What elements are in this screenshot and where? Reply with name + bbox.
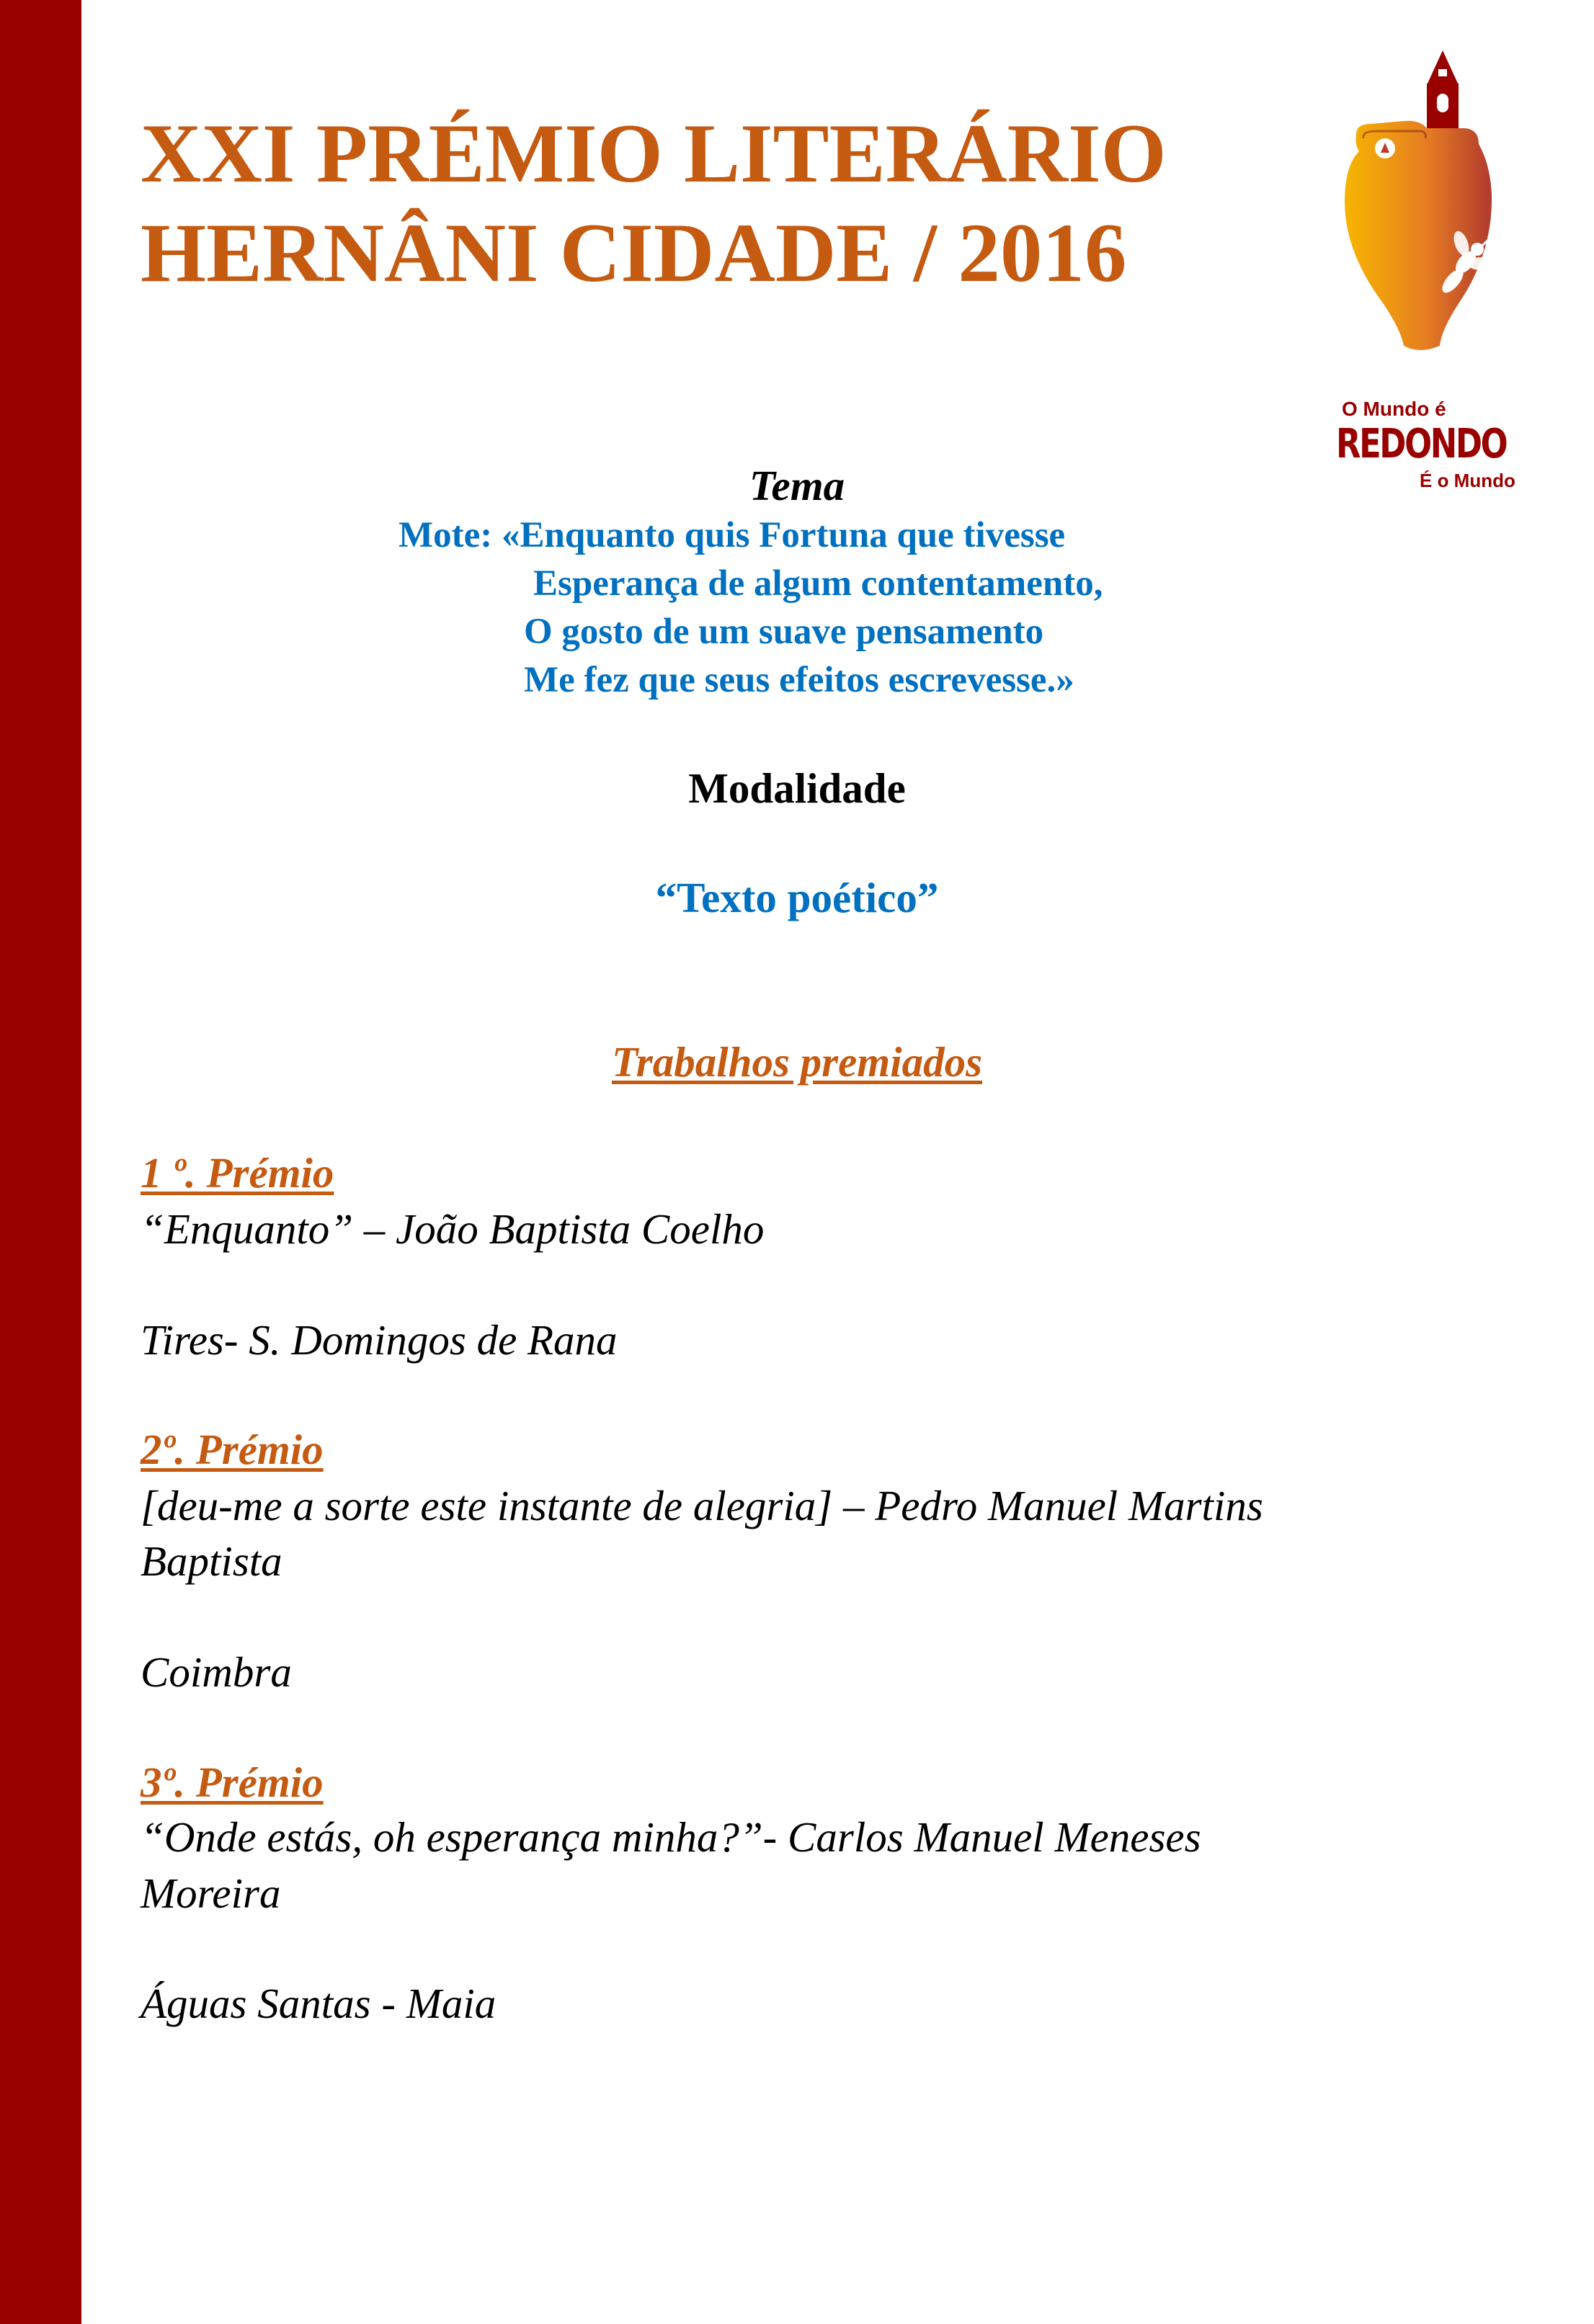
prize-3-heading: 3º. Prémio <box>141 1758 324 1806</box>
prize-2-location: Coimbra <box>141 1648 292 1696</box>
modalidade-value: “Texto poético” <box>655 874 939 921</box>
prize-3-work-line-1: “Onde estás, oh esperança minha?”- Carlos Manuel Meneses <box>141 1813 1201 1861</box>
mote-line-2: Esperança de algum contentamento, <box>533 563 1103 604</box>
left-decorative-band <box>0 0 81 2324</box>
prize-2-work-line-1: [deu-me a sorte este instante de alegria] – Pedro Manuel Martins <box>141 1482 1263 1529</box>
trabalhos-heading: Trabalhos premiados <box>611 1038 983 1086</box>
logo-text-top: O Mundo é <box>1342 398 1446 420</box>
mote-line-4: Me fez que seus efeitos escrevesse.» <box>524 660 1074 700</box>
logo-text-main: REDONDO <box>1336 421 1507 468</box>
prize-1-heading: 1 º. Prémio <box>141 1149 334 1197</box>
prize-2-work-line-2: Baptista <box>141 1537 282 1585</box>
prize-1-location: Tires- S. Domingos de Rana <box>141 1316 618 1364</box>
prize-3-work-line-2: Moreira <box>141 1869 281 1917</box>
prize-2-heading: 2º. Prémio <box>141 1426 324 1473</box>
logo-text-bottom: É o Mundo <box>1420 470 1515 491</box>
modalidade-heading: Modalidade <box>688 764 906 812</box>
prize-1-work: “Enquanto” – João Baptista Coelho <box>141 1205 765 1253</box>
prize-3-location: Águas Santas - Maia <box>141 1980 497 2027</box>
page-title <box>141 104 1167 303</box>
title-line-2: HERNÂNI CIDADE / 2016 <box>141 207 1127 300</box>
mote-line-1: Mote: «Enquanto quis Fortuna que tivesse <box>398 515 1066 555</box>
redondo-logo <box>1312 43 1528 497</box>
jar-with-tower-and-bee-logo-icon <box>1312 43 1528 396</box>
title-line-1: XXI PRÉMIO LITERÁRIO <box>141 107 1167 200</box>
tema-heading: Tema <box>749 462 845 509</box>
mote-line-3: O gosto de um suave pensamento <box>524 612 1044 652</box>
